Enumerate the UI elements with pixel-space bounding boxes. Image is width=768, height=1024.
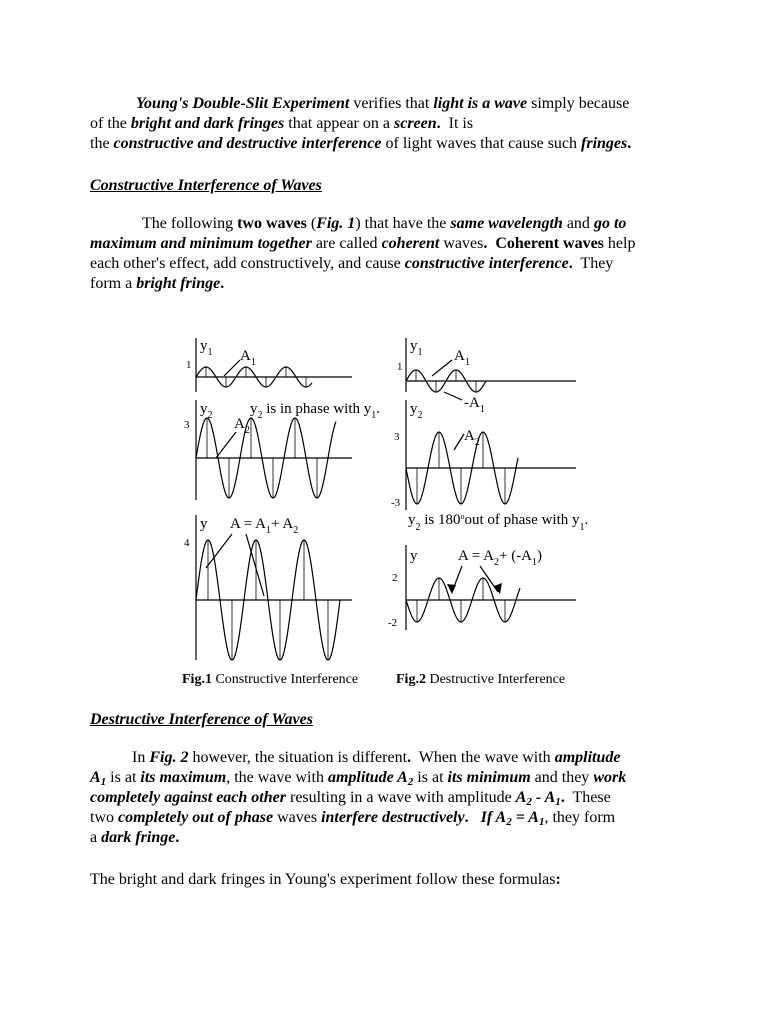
- text-bold-italic: constructive and destructive interference: [113, 135, 382, 152]
- subscript: 2: [407, 776, 414, 788]
- text-bold: .: [407, 749, 412, 766]
- text-bold-italic: A: [515, 789, 527, 806]
- fig1-caption: Fig.1 Constructive Interference: [182, 672, 359, 687]
- formulas-intro: [90, 870, 690, 890]
- fig2-p3-eq: $A = A_2+ (-A_1)$: [458, 548, 543, 568]
- text-bold-italic: go to: [593, 215, 627, 232]
- text: resulting in a wave with amplitude: [285, 789, 516, 806]
- text-bold-italic: its minimum: [447, 769, 531, 786]
- text: In: [132, 749, 150, 766]
- text: , the wave with: [226, 769, 328, 786]
- text: These: [564, 789, 611, 806]
- fig2-p1-tick: 1: [397, 361, 403, 373]
- text-bold-italic: amplitude: [554, 749, 621, 766]
- heading-constructive: Constructive Interference of Waves: [90, 177, 322, 194]
- fig1-p1-y-label: $y_1$: [200, 338, 213, 358]
- heading-destructive: Destructive Interference of Waves: [90, 711, 313, 728]
- text: help: [603, 235, 636, 252]
- text: of light waves that cause such: [381, 135, 582, 152]
- fig2-p2-y-label: $y_2$: [410, 401, 423, 421]
- subscript: 2: [506, 816, 512, 828]
- text-bold-italic: dark fringe: [101, 829, 176, 846]
- text-bold-italic: light is a wave: [433, 95, 528, 112]
- text-bold-italic: interfere destructively: [321, 809, 465, 826]
- fig1-a1-leader: [224, 360, 240, 376]
- text: is at: [413, 769, 448, 786]
- fig1-a-leader-1: [206, 534, 232, 568]
- text-bold-italic: screen: [393, 115, 437, 132]
- text-bold: Coherent waves: [495, 235, 604, 252]
- text: (: [306, 215, 317, 232]
- fig2-arrowhead-2: [494, 583, 502, 594]
- fig1-p3-tick: 4: [184, 537, 190, 549]
- text: a: [90, 829, 102, 846]
- text-bold: .: [220, 275, 225, 292]
- fig2-p1-wave: [406, 370, 486, 392]
- constructive-paragraph: [90, 214, 690, 294]
- text: and they: [530, 769, 594, 786]
- text-bold-italic: If A: [480, 809, 507, 826]
- text-bold-italic: constructive interference: [404, 255, 569, 272]
- fig1-p2-wave: [196, 418, 336, 498]
- text: verifies that: [349, 95, 434, 112]
- text-bold-italic: Fig. 2: [149, 749, 189, 766]
- text-bold-italic: fringes: [581, 135, 628, 152]
- text-bold-italic: its maximum: [140, 769, 227, 786]
- text: ) that have the: [355, 215, 451, 232]
- fig2-p3-y-label: y: [410, 548, 418, 564]
- text-bold-italic: same wavelength: [450, 215, 563, 232]
- subscript: 2: [526, 796, 532, 808]
- fig2-a-leader-1: [452, 566, 462, 592]
- fig2-p3-wave: [406, 578, 520, 622]
- fig2-p2-wave: [406, 432, 518, 504]
- subscript: 1: [555, 796, 561, 808]
- text: are called: [311, 235, 382, 252]
- fig2-phase-note: $y_2$ is 180$^o$out of phase with $y_1$.: [408, 512, 589, 533]
- text-bold-italic: Fig. 1: [316, 215, 356, 232]
- fig2-p2-tick-bot: -3: [391, 497, 401, 509]
- fig1-a-leader-2: [246, 534, 264, 596]
- text-bold-italic: completely against each other: [90, 789, 286, 806]
- text-bold-italic: completely out of phase: [118, 809, 274, 826]
- text: form a: [90, 275, 137, 292]
- fig2-p1-na-label: $-A_1$: [464, 395, 485, 415]
- text-bold: .: [175, 829, 180, 846]
- subscript: 1: [538, 816, 545, 828]
- text: simply because: [527, 95, 630, 112]
- text: , they form: [544, 809, 616, 826]
- fig2-a1-leader: [432, 360, 452, 376]
- text: two: [90, 809, 118, 826]
- text: is at: [106, 769, 141, 786]
- text: of the: [90, 115, 131, 132]
- text-bold-italic: Young's Double-Slit Experiment: [136, 95, 350, 112]
- text-bold-italic: amplitude A: [327, 769, 408, 786]
- fig2-p1-a-label: $A_1$: [454, 348, 470, 368]
- text: The following: [142, 215, 238, 232]
- text-bold-italic: bright and dark fringes: [130, 115, 285, 132]
- text: [469, 809, 481, 826]
- fig1-p1-tick: 1: [186, 359, 192, 371]
- text-bold: .: [568, 255, 573, 272]
- fig1-p2-tick: 3: [184, 419, 190, 431]
- fig1-p3-y-label: y: [200, 516, 208, 532]
- text-bold-italic: maximum and minimum together: [90, 235, 312, 252]
- text-bold: .: [483, 235, 488, 252]
- fig2-p3-tick-bot: -2: [388, 617, 398, 629]
- destructive-paragraph: [90, 748, 690, 848]
- fig1-p2-phase-note: $y_2$ is in phase with $y_1$.: [250, 401, 380, 421]
- text-bold-italic: bright fringe: [136, 275, 221, 292]
- text-bold: :: [555, 871, 561, 888]
- fig2-a2-leader: [454, 434, 464, 450]
- text: waves: [273, 809, 322, 826]
- text-bold: .: [464, 809, 469, 826]
- text: however, the situation is different: [188, 749, 408, 766]
- text: It is: [440, 115, 474, 132]
- subscript: 1: [100, 776, 107, 788]
- fig2-p3-tick-top: 2: [392, 572, 398, 584]
- text: and: [562, 215, 594, 232]
- text-bold: .: [436, 115, 441, 132]
- text-bold: .: [627, 135, 632, 152]
- text-bold-italic: coherent: [381, 235, 440, 252]
- text-bold: two waves: [237, 215, 307, 232]
- text: They: [572, 255, 614, 272]
- text: waves: [439, 235, 484, 252]
- fig2-na1-leader: [444, 392, 462, 400]
- text-bold-italic: work: [593, 769, 627, 786]
- fig1-p2-y-label: $y_2$: [200, 401, 213, 421]
- text-bold-italic: A: [90, 769, 101, 786]
- text: When the wave with: [411, 749, 555, 766]
- text: the: [90, 135, 114, 152]
- fig2-p2-a-label: $A_2$: [464, 428, 480, 448]
- fig2-caption: Fig.2 Destructive Interference: [396, 672, 566, 687]
- fig1-p3-wave: [196, 540, 340, 660]
- text: The bright and dark fringes in Young's experiment follow these formulas: [90, 871, 556, 888]
- fig2-p1-y-label: $y_1$: [410, 338, 423, 358]
- text: that appear on a: [284, 115, 394, 132]
- text-bold-italic: - A: [531, 789, 556, 806]
- fig2-p2-tick-top: 3: [394, 431, 400, 443]
- fig1-p1-a-label: $A_1$: [240, 348, 256, 368]
- fig1-p2-a-label: $A_2$: [234, 416, 250, 436]
- text: each other's effect, add constructively, and cause: [90, 255, 405, 272]
- text-bold-italic: = A: [511, 809, 539, 826]
- fig1-p1-wave: [196, 367, 312, 387]
- fig2-arrowhead-1: [447, 584, 456, 594]
- fig2-a-leader-2: [480, 566, 498, 592]
- fig1-a2-leader: [216, 432, 236, 458]
- fig1-p3-eq: $A = A_1+ A_2$: [230, 516, 299, 536]
- intro-paragraph: [90, 94, 690, 154]
- text-bold: .: [560, 789, 565, 806]
